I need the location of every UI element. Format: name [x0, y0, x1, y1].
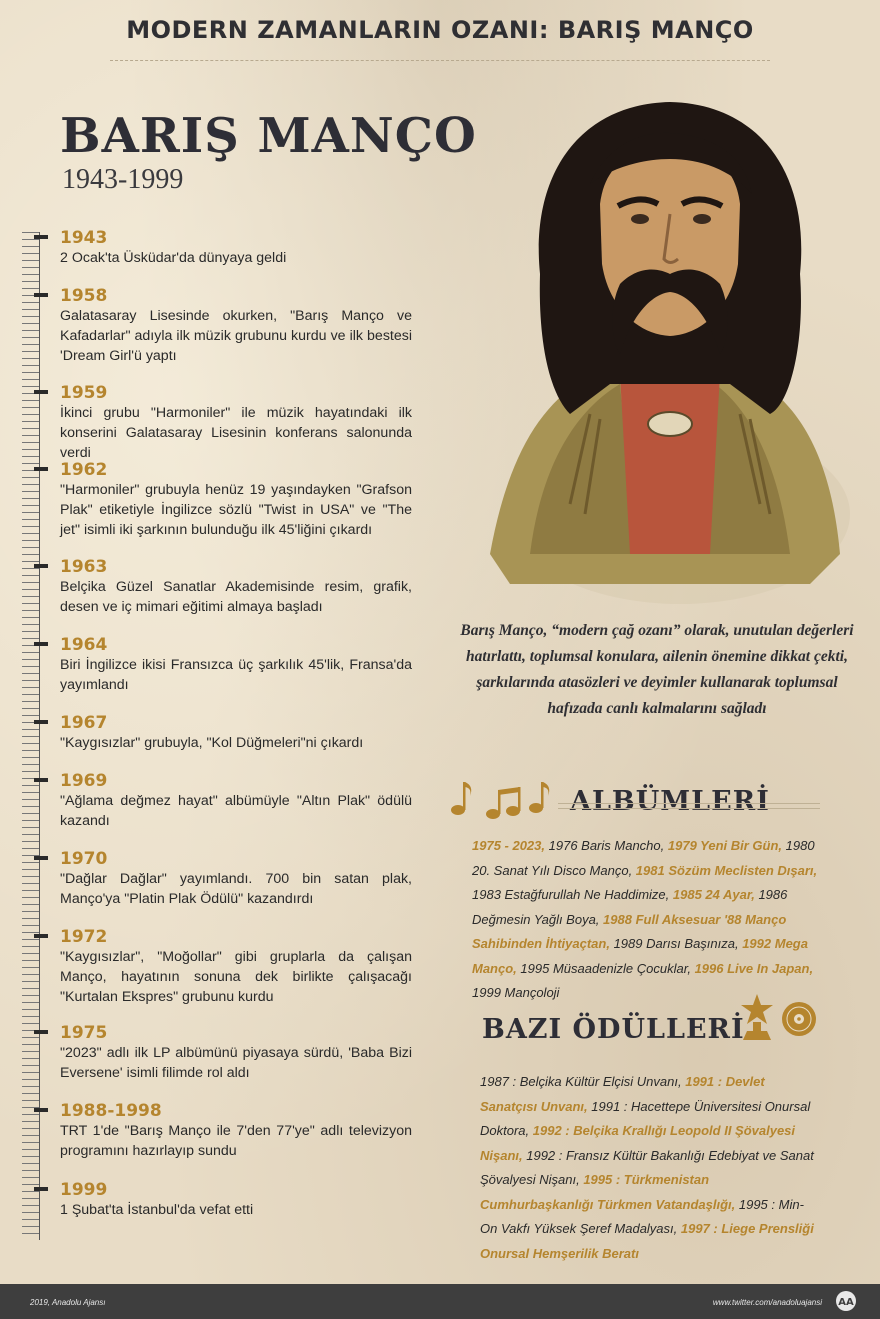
- timeline-text: "Harmoniler" grubuyla henüz 19 yaşındayken "Grafson Plak" etiketiyle İngilizce sözlü "Twist in USA" ve "The jet" isimli iki şarkının bulunduğu ilk 45'liğini çıkardı: [60, 482, 412, 538]
- award-entry: 1995 : Min-On Vakfı Yüksek Şeref Madalyası,: [480, 1196, 804, 1236]
- album-entry: 1988 Full Aksesuar '88 Manço Sahibinden İhtiyaçtan,: [472, 911, 787, 951]
- album-entry: 1975 - 2023,: [472, 838, 546, 853]
- award-entry: 1991 : Devlet Sanatçısı Unvanı,: [480, 1074, 765, 1114]
- footer-url[interactable]: www.twitter.com/anadoluajansi: [712, 1298, 822, 1307]
- timeline-marker: [34, 720, 48, 724]
- footer-bar: [0, 1284, 880, 1319]
- timeline-marker: [34, 856, 48, 860]
- timeline-entry: [60, 557, 412, 617]
- timeline-text: "Kaygısızlar", "Moğollar" gibi gruplarla da çalışan Manço, hayatının sonuna dek birlikte çalışacağı "Kurtalan Ekspres" grubunu kurdu: [60, 949, 412, 1005]
- timeline-text: 1 Şubat'ta İstanbul'da vefat etti: [60, 1202, 254, 1218]
- album-entry: 1989 Darısı Başınıza,: [609, 936, 743, 951]
- person-name: BARIŞ MANÇO: [60, 108, 477, 164]
- timeline-text: "2023" adlı ilk LP albümünü piyasaya sürdü, 'Baba Bizi Eversene' isimli filimde rol aldı: [60, 1045, 412, 1081]
- timeline-year: 1963: [60, 557, 108, 577]
- album-entry: 1999 Mançoloji: [472, 985, 560, 1000]
- timeline-text: "Dağlar Dağlar" yayımlandı. 700 bin satan plak, Manço'ya "Platin Plak Ödülü" kazandırdı: [60, 871, 412, 907]
- page-title: MODERN ZAMANLARIN OZANI: BARIŞ MANÇO: [126, 16, 754, 44]
- timeline-year: 1959: [60, 383, 108, 403]
- timeline-entry: [60, 771, 412, 831]
- timeline-year: 1988-1998: [60, 1101, 162, 1121]
- timeline-entry: [60, 635, 412, 695]
- timeline-text: "Ağlama değmez hayat" albümüyle "Altın Plak" ödülü kazandı: [60, 793, 412, 829]
- album-entry: 1976 Baris Mancho,: [545, 838, 668, 853]
- timeline-year: 1967: [60, 713, 108, 733]
- timeline-marker: [34, 293, 48, 297]
- title-divider: [110, 60, 770, 61]
- timeline-marker: [34, 1187, 48, 1191]
- award-entry: 1997 : Liege Prensliği Onursal Hemşerilik Beratı: [480, 1221, 814, 1261]
- portrait-illustration: [470, 84, 850, 604]
- quote-text: Barış Manço, “modern çağ ozanı” olarak, unutulan değerleri hatırlattı, toplumsal konulara, ailenin önemine dikkat çekti, şarkılarında atasözleri ve deyimler kullanarak toplumsal hafızada canlı kalmalarını sağladı: [460, 622, 854, 717]
- timeline-entry: [60, 1023, 412, 1083]
- album-entry: 1996 Live In Japan,: [694, 960, 814, 976]
- timeline-year: 1943: [60, 228, 108, 248]
- timeline-entry: [60, 460, 412, 540]
- timeline-year: 1969: [60, 771, 108, 791]
- vinyl-record-icon: [780, 1000, 818, 1038]
- timeline-marker: [34, 390, 48, 394]
- album-entry: 1983 Estağfurullah Ne Haddimize,: [472, 887, 673, 902]
- timeline-year: 1962: [60, 460, 108, 480]
- album-entry: 1995 Müsaadenizle Çocuklar,: [516, 960, 695, 976]
- timeline-text: Galatasaray Lisesinde okurken, "Barış Manço ve Kafadarlar" adıyla ilk müzik grubunu kurdu ve ilk bestesi 'Dream Girl'ü yaptı: [60, 308, 412, 364]
- award-entry: 1992 : Belçika Krallığı Leopold II Şövalyesi Nişanı,: [480, 1123, 796, 1163]
- timeline-marker: [34, 467, 48, 471]
- aa-logo-icon: [830, 1290, 862, 1312]
- timeline-marker: [34, 642, 48, 646]
- timeline-entry: [60, 1180, 412, 1220]
- timeline-entry: [60, 286, 412, 366]
- awards-heading: BAZI ÖDÜLLERİ: [482, 1014, 745, 1045]
- timeline-ruler: [14, 232, 40, 1240]
- music-notes-icon: [448, 778, 554, 820]
- album-entry: 1992 Mega Manço,: [472, 936, 808, 976]
- timeline-text: Belçika Güzel Sanatlar Akademisinde resim, grafik, desen ve iç mimari eğitimi almaya başladı: [60, 579, 412, 615]
- timeline-text: Biri İngilizce ikisi Fransızca üç şarkılık 45'lik, Fransa'da yayımlandı: [60, 657, 412, 693]
- timeline-text: İkinci grubu "Harmoniler" ile müzik hayatındaki ilk konserini Galatasaray Lisesinin konferans salonunda verdi: [60, 405, 412, 461]
- timeline-entry: [60, 1101, 412, 1161]
- album-entry: 1985 24 Ayar,: [672, 887, 755, 902]
- timeline-text: "Kaygısızlar" grubuyla, "Kol Düğmeleri"ni çıkardı: [60, 735, 364, 751]
- timeline-entry: [60, 383, 412, 463]
- award-star-icon: [738, 992, 776, 1042]
- timeline-entry: [60, 849, 412, 909]
- life-years: 1943-1999: [62, 164, 184, 195]
- footer-credit: 2019, Anadolu Ajansı: [30, 1298, 106, 1307]
- albums-heading-rule: [558, 803, 820, 809]
- timeline-year: 1999: [60, 1180, 108, 1200]
- timeline-marker: [34, 235, 48, 239]
- timeline-entry: [60, 927, 412, 1007]
- award-entry: 1987 : Belçika Kültür Elçisi Unvanı,: [480, 1074, 686, 1089]
- timeline-text: 2 Ocak'ta Üsküdar'da dünyaya geldi: [60, 250, 287, 266]
- aa-logo-text: AA: [838, 1297, 854, 1308]
- timeline-marker: [34, 778, 48, 782]
- album-entry: 1980 20. Sanat Yılı Disco Manço,: [472, 838, 815, 878]
- award-entry: 1992 : Fransız Kültür Bakanlığı Edebiyat ve Sanat Şövalyesi Nişanı,: [480, 1147, 814, 1187]
- album-entry: 1981 Sözüm Meclisten Dışarı,: [635, 862, 818, 878]
- timeline-marker: [34, 934, 48, 938]
- timeline-axis: [39, 232, 40, 1240]
- timeline-entry: [60, 228, 412, 268]
- album-entry: 1979 Yeni Bir Gün,: [667, 838, 783, 853]
- timeline-year: 1970: [60, 849, 108, 869]
- timeline-year: 1972: [60, 927, 108, 947]
- timeline-text: TRT 1'de "Barış Manço ile 7'den 77'ye" adlı televizyon programını hazırlayıp sundu: [60, 1123, 412, 1159]
- award-entry: 1995 : Türkmenistan Cumhurbaşkanlığı Türkmen Vatandaşlığı,: [480, 1172, 736, 1212]
- timeline-entry: [60, 713, 412, 753]
- timeline-year: 1958: [60, 286, 108, 306]
- album-entry: 1986 Değmesin Yağlı Boya,: [472, 887, 788, 927]
- albums-heading: ALBÜMLERİ: [570, 786, 770, 817]
- timeline-marker: [34, 1108, 48, 1112]
- timeline-marker: [34, 1030, 48, 1034]
- timeline-year: 1975: [60, 1023, 108, 1043]
- awards-list: [480, 1070, 820, 1266]
- award-entry: 1991 : Hacettepe Üniversitesi Onursal Doktora,: [480, 1098, 811, 1138]
- albums-list: [472, 834, 822, 1006]
- timeline-year: 1964: [60, 635, 108, 655]
- timeline-marker: [34, 564, 48, 568]
